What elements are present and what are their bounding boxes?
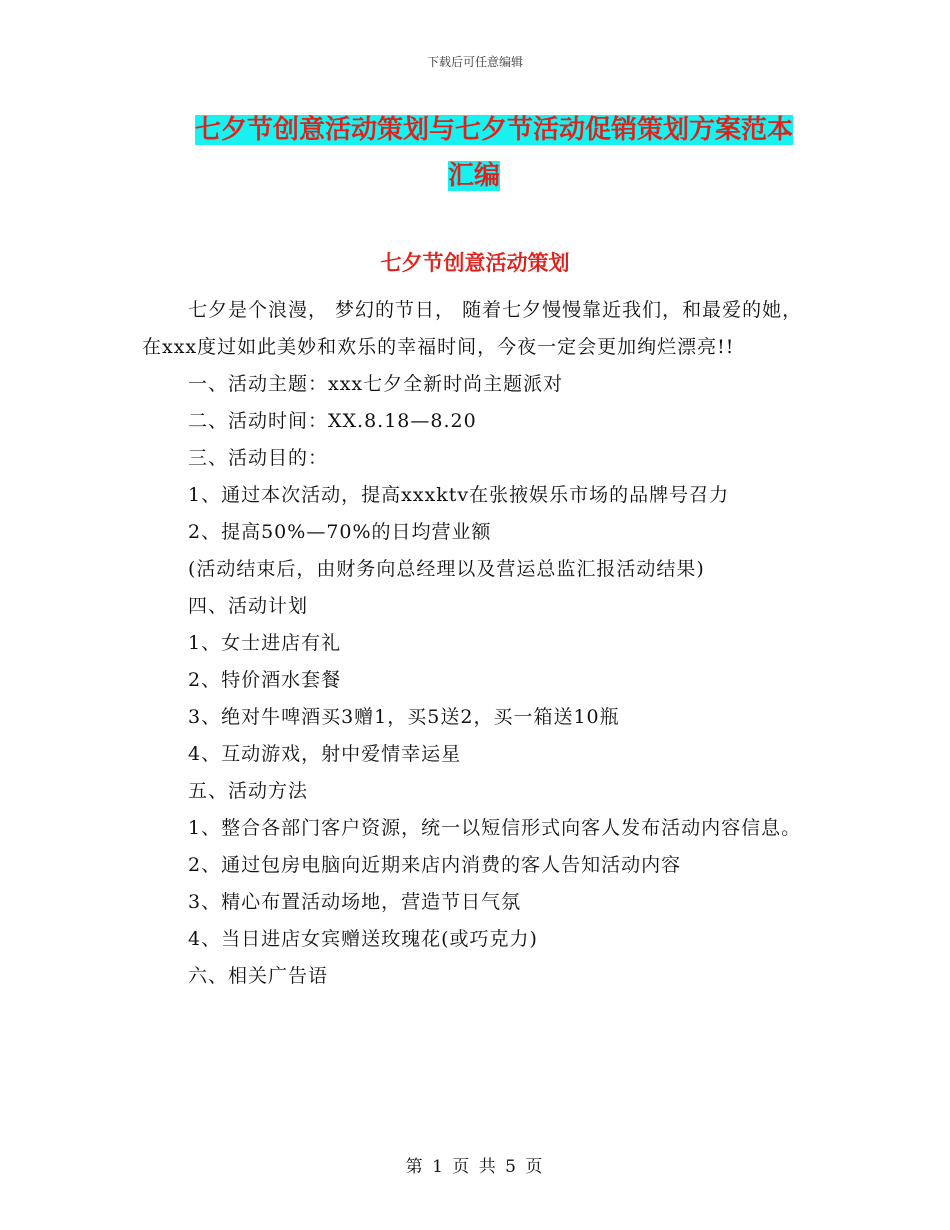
document-title-text-1: 七夕节创意活动策划与七夕节活动促销策划方案范本 xyxy=(195,115,794,145)
intro-paragraph: 七夕是个浪漫， 梦幻的节日， 随着七夕慢慢靠近我们，和最爱的她，在xxx度过如此美妙和欢乐的幸福时间，今夜一定会更加绚烂漂亮!! xyxy=(142,299,803,358)
body-line: 3、精心布置活动场地，营造节日气氛 xyxy=(188,891,522,913)
document-title-line-1 xyxy=(195,112,793,148)
body-line: 3、绝对牛啤酒买3赠1，买5送2，买一箱送10瓶 xyxy=(188,706,620,728)
document-body xyxy=(142,292,808,995)
body-line: 2、特价酒水套餐 xyxy=(188,669,342,691)
document-title-line-2 xyxy=(448,158,500,194)
body-line: 一、活动主题：xxx七夕全新时尚主题派对 xyxy=(188,373,564,395)
body-line: 4、互动游戏，射中爱情幸运星 xyxy=(188,743,462,765)
body-line: 五、活动方法 xyxy=(188,780,309,802)
body-line: 二、活动时间：XX.8.18—8.20 xyxy=(188,410,477,432)
body-line: 1、女士进店有礼 xyxy=(188,632,342,654)
section-heading: 七夕节创意活动策划 xyxy=(380,251,570,275)
document-title-text-2: 汇编 xyxy=(448,161,501,191)
header-note: 下载后可任意编辑 xyxy=(426,55,523,69)
body-line: 1、通过本次活动，提高xxxktv在张掖娱乐市场的品牌号召力 xyxy=(188,484,730,506)
body-line: 四、活动计划 xyxy=(188,595,309,617)
body-line: 2、通过包房电脑向近期来店内消费的客人告知活动内容 xyxy=(188,854,682,876)
method-paragraph: 1、整合各部门客户资源，统一以短信形式向客人发布活动内容信息。 xyxy=(188,817,802,839)
body-line: 三、活动目的： xyxy=(188,447,329,469)
body-line: 2、提高50%—70%的日均营业额 xyxy=(188,521,492,543)
body-line: (活动结束后，由财务向总经理以及营运总监汇报活动结果) xyxy=(188,558,705,580)
body-line: 4、当日进店女宾赠送玫瑰花(或巧克力) xyxy=(188,928,538,950)
body-line: 六、相关广告语 xyxy=(188,965,329,987)
page-footer: 第 1 页 共 5 页 xyxy=(405,1157,545,1177)
